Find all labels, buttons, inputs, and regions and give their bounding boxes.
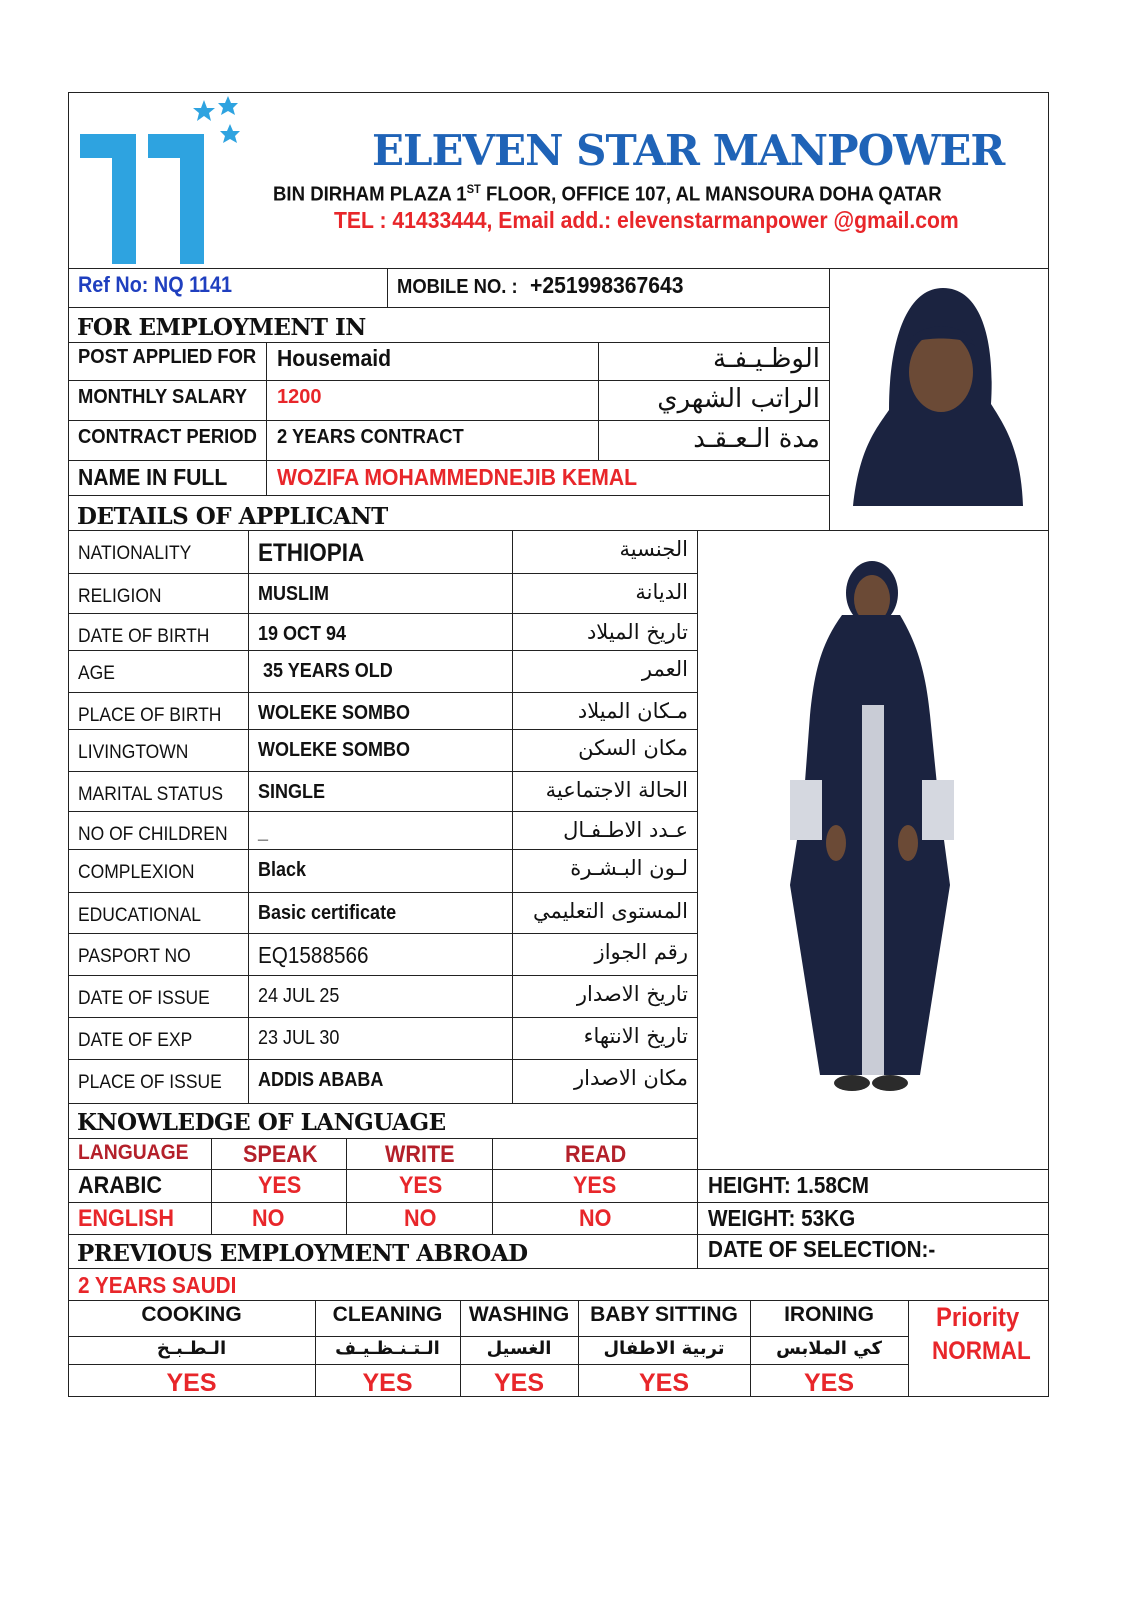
divider [697,530,698,1138]
divider [211,1138,212,1234]
salary-arabic: الراتب الشهري [657,384,820,414]
details-heading: DETAILS OF APPLICANT [77,503,388,530]
divider [68,1017,698,1018]
detail-label: RELIGION [78,586,162,607]
skill-value: YES [493,1369,545,1397]
date-of-selection: DATE OF SELECTION:- [708,1236,936,1262]
divider [68,729,698,730]
divider [68,1364,908,1365]
skill-name: BABY SITTING [590,1303,738,1326]
divider [68,530,1049,531]
divider [492,1138,493,1234]
contract-value: 2 YEARS CONTRACT [277,426,464,448]
skill-value: YES [362,1369,413,1397]
post-label: POST APPLIED FOR [78,346,257,368]
divider [68,1169,1049,1170]
name-label: NAME IN FULL [78,464,228,490]
detail-label: DATE OF BIRTH [78,626,210,647]
skill-arabic: الغسيل [486,1338,552,1359]
weight-value: WEIGHT: 53KG [708,1205,856,1231]
lang-arabic-write: YES [399,1172,443,1199]
divider [68,933,698,934]
detail-arabic: تاريخ الانتهاء [583,1024,688,1048]
detail-value: ADDIS ABABA [258,1069,384,1091]
lang-english-write: NO [404,1205,437,1232]
lang-header-language: LANGUAGE [78,1141,189,1164]
language-heading: KNOWLEDGE OF LANGUAGE [77,1109,446,1136]
detail-value: 23 JUL 30 [258,1027,340,1049]
previous-value: 2 YEARS SAUDI [78,1272,237,1298]
detail-label: NATIONALITY [78,543,192,564]
divider [68,692,698,693]
divider [68,650,698,651]
detail-label: PLACE OF ISSUE [78,1072,222,1093]
lang-english-speak: NO [252,1205,285,1232]
detail-arabic: تاريخ الميلاد [586,620,688,644]
detail-arabic: عـدد الاطـفـال [563,818,688,842]
skill-name: WASHING [468,1303,570,1326]
detail-arabic: مكان السكن [578,736,688,760]
skill-name: CLEANING [332,1303,443,1326]
detail-value: EQ1588566 [258,942,369,968]
detail-value: 24 JUL 25 [258,985,340,1007]
divider [68,1103,698,1104]
lang-header-write: WRITE [385,1141,455,1168]
divider [387,268,388,307]
detail-value: WOLEKE SOMBO [258,702,411,724]
lang-english-read: NO [579,1205,612,1232]
detail-arabic: الجنسية [619,537,688,561]
divider [68,342,830,343]
priority-value: NORMAL [932,1337,1031,1365]
divider [512,530,513,1103]
detail-arabic: تاريخ الاصدار [576,982,688,1006]
previous-heading: PREVIOUS EMPLOYMENT ABROAD [77,1240,528,1267]
detail-label: PLACE OF BIRTH [78,705,222,726]
detail-label: PASPORT NO [78,946,191,967]
salary-value: 1200 [277,386,322,408]
divider [68,380,830,381]
height-value: HEIGHT: 1.58CM [708,1172,870,1198]
skill-name: COOKING [141,1303,242,1326]
address-pre: BIN DIRHAM PLAZA 1 [273,183,467,206]
detail-arabic: العمر [641,657,688,681]
divider [68,268,1049,269]
detail-value: Basic certificate [258,902,397,924]
lang-arabic-speak: YES [258,1172,302,1199]
divider [908,1300,909,1397]
mobile-label: MOBILE NO. : [397,276,518,298]
detail-arabic: مـكان الميلاد [577,699,688,723]
detail-value: 19 OCT 94 [258,623,347,645]
divider [346,1138,347,1234]
divider [68,613,698,614]
portrait-photo [845,280,1030,510]
detail-arabic: مكان الاصدار [574,1066,688,1090]
divider [68,849,698,850]
skill-value: YES [803,1369,855,1397]
divider [68,771,698,772]
divider [68,307,830,308]
employment-heading: FOR EMPLOYMENT IN [77,314,366,341]
divider [68,460,830,461]
lang-header-speak: SPEAK [243,1141,318,1168]
divider [68,811,698,812]
divider [68,573,698,574]
detail-value: MUSLIM [258,583,330,605]
ref-number: Ref No: NQ 1141 [78,272,233,297]
skill-arabic: الـطـبـخ [156,1338,227,1359]
divider [68,1300,1049,1301]
priority-label: Priority [936,1302,1020,1332]
skill-value: YES [638,1369,690,1397]
divider [248,530,249,1103]
detail-label: DATE OF EXP [78,1030,193,1051]
divider [68,420,830,421]
detail-label: NO OF CHILDREN [78,824,228,845]
contract-label: CONTRACT PERIOD [78,426,257,448]
detail-label: EDUCATIONAL [78,905,202,926]
skill-name: IRONING [784,1303,874,1326]
detail-arabic: الحالة الاجتماعية [545,778,688,802]
skill-value: YES [166,1369,217,1397]
lang-english: ENGLISH [78,1205,175,1232]
divider [697,1138,698,1268]
lang-arabic-read: YES [573,1172,617,1199]
mobile-number: +251998367643 [530,272,684,298]
detail-value: ETHIOPIA [258,539,365,567]
divider [68,975,698,976]
divider [68,1234,1049,1235]
detail-value: _ [258,821,269,843]
salary-label: MONTHLY SALARY [78,386,248,408]
detail-label: COMPLEXION [78,862,195,883]
divider [68,1059,698,1060]
detail-value: SINGLE [258,781,326,803]
detail-arabic: رقم الجواز [594,940,688,964]
lang-header-read: READ [565,1141,627,1168]
divider [829,268,830,530]
divider [68,892,698,893]
company-contact: TEL : 41433444, Email add.: elevenstarmanpower @gmail.com [334,207,959,233]
company-name: ELEVEN STAR MANPOWER [372,126,1005,175]
full-length-photo [780,555,960,1100]
divider [68,1202,1049,1203]
detail-label: MARITAL STATUS [78,784,224,805]
post-arabic: الوظـيـفـة [712,344,820,374]
skill-arabic: الـتـنـظـيـف [335,1338,440,1359]
detail-value: WOLEKE SOMBO [258,739,411,761]
divider [68,1138,698,1139]
divider [68,1336,908,1337]
detail-label: LIVINGTOWN [78,742,189,763]
lang-arabic: ARABIC [78,1172,162,1199]
divider [68,1268,1049,1269]
divider [266,342,267,495]
skill-arabic: تربية الاطفال [603,1338,725,1359]
contract-arabic: مدة الـعـقـد [693,424,820,454]
skill-arabic: كي الملابس [776,1338,882,1359]
detail-label: AGE [78,663,115,684]
detail-arabic: لـون البـشـرة [570,856,688,880]
address-post: FLOOR, OFFICE 107, AL MANSOURA DOHA QATAR [480,183,942,206]
detail-label: DATE OF ISSUE [78,988,210,1009]
address-sup: ST [466,182,481,196]
name-value: WOZIFA MOHAMMEDNEJIB KEMAL [277,464,638,490]
detail-value: 35 YEARS OLD [263,660,393,682]
detail-arabic: المستوى التعليمي [532,899,688,923]
post-value: Housemaid [277,345,392,371]
divider [598,342,599,460]
detail-arabic: الديانة [635,580,688,604]
detail-value: Black [258,859,307,881]
divider [68,495,830,496]
